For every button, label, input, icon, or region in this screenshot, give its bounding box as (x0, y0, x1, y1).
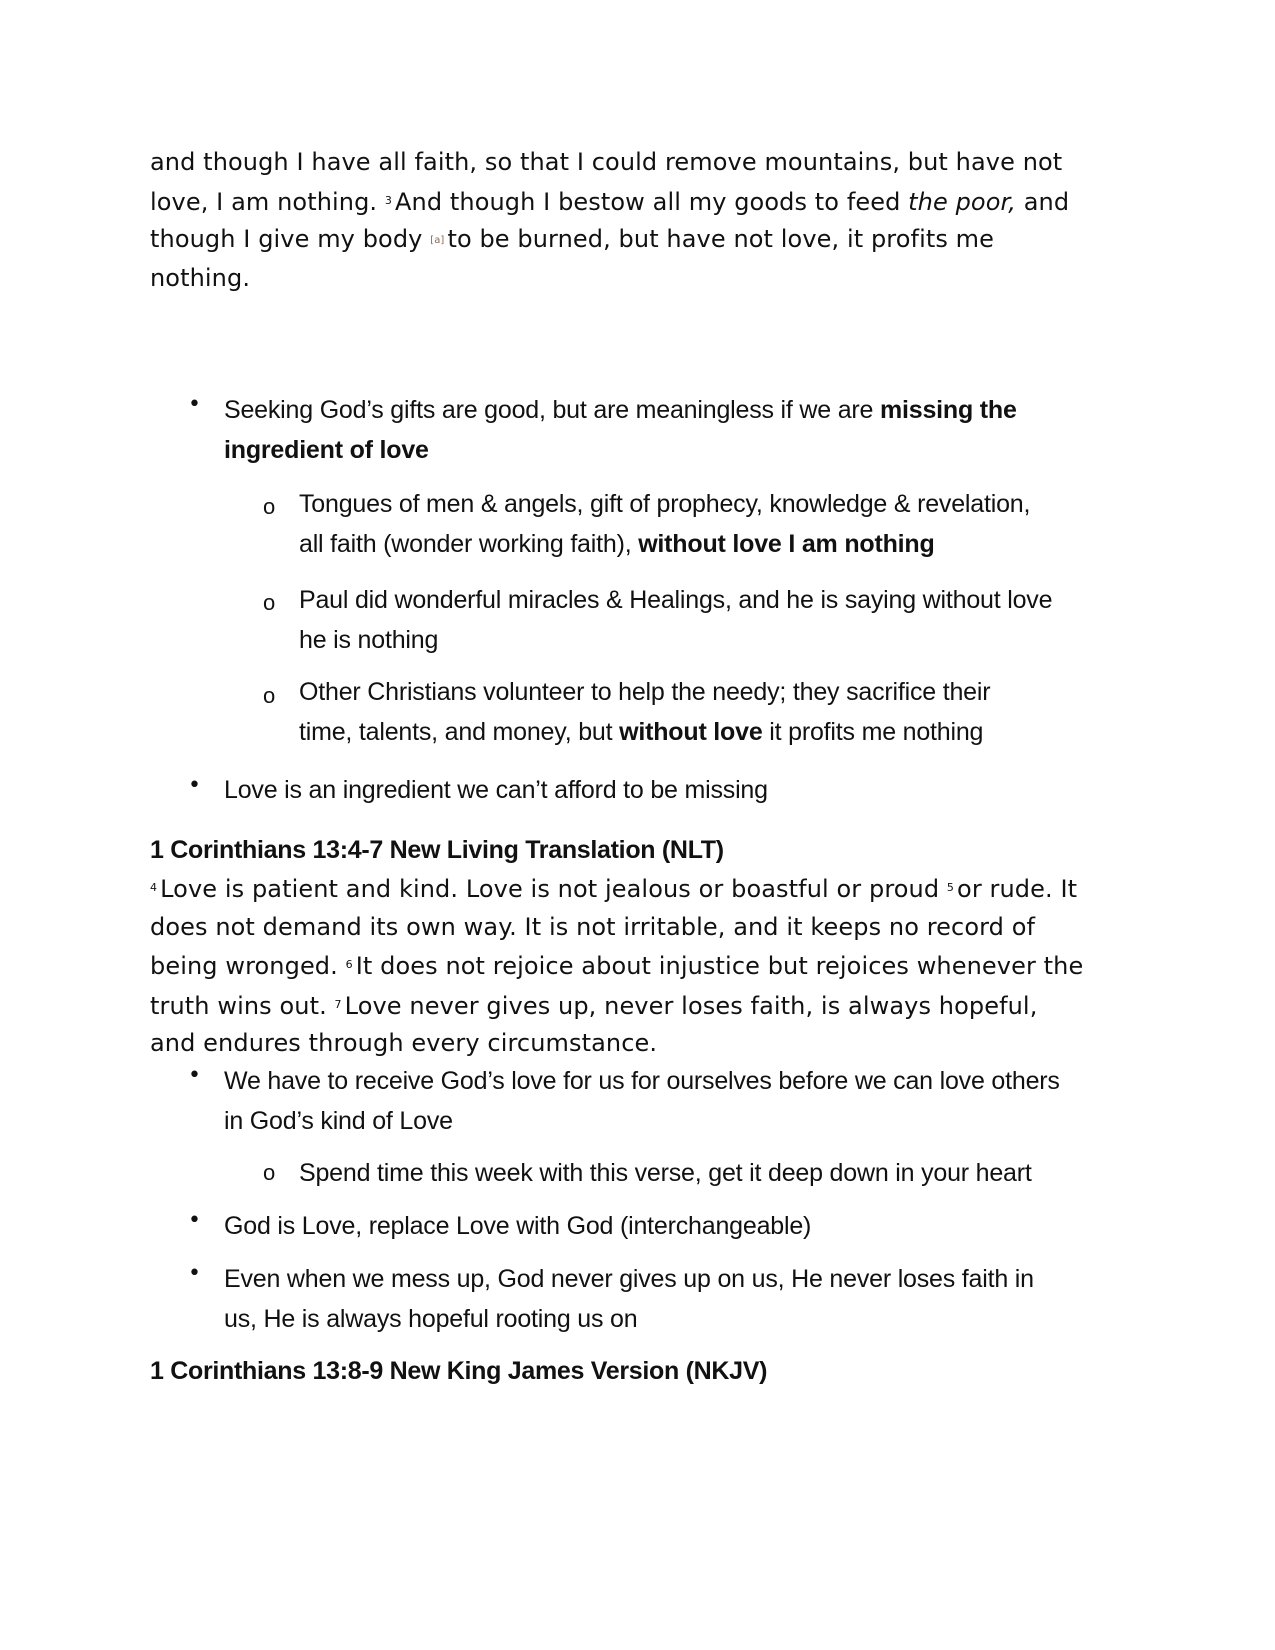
bullet-marker: • (188, 773, 201, 798)
sub-list-item: Spend time this week with this verse, get it deep down in your heart (299, 1159, 1032, 1187)
bullet-marker: • (188, 1208, 201, 1233)
verse-number: 3 (384, 193, 392, 207)
sub-bullet-marker: o (263, 590, 276, 615)
list-item: Seeking God’s gifts are good, but are meaningless if we are missing the ingredient of love (224, 396, 1017, 464)
verse-number: 4 (150, 881, 158, 894)
verse-number: 6 (345, 958, 353, 971)
passage-line: nothing. (150, 263, 251, 292)
sub-list-item: Paul did wonderful miracles & Healings, and he is saying without love he is nothing (299, 586, 1053, 654)
passage-line: truth wins out. $^7$ Love never gives up, never loses faith, is always hopeful, (150, 991, 1038, 1020)
passage-line: and endures through every circumstance. (150, 1029, 658, 1057)
list-item: Love is an ingredient we can’t afford to be missing (224, 776, 768, 804)
sub-bullet-marker: o (263, 1160, 276, 1185)
passage-line: $^4$ Love is patient and kind. Love is not jealous or boastful or proud $^5$ or rude. It (150, 875, 1078, 903)
passage-line: love, I am nothing. $^3$ And though I bestow all my goods to feed the poor, and (150, 187, 1070, 216)
passage-line: does not demand its own way. It is not irritable, and it keeps no record of (150, 912, 1036, 941)
section-heading: 1 Corinthians 13:4-7 New Living Translation (NLT) (150, 836, 724, 864)
section-heading: 1 Corinthians 13:8-9 New King James Version (NKJV) (150, 1357, 768, 1385)
verse-number: 7 (334, 997, 342, 1011)
footnote-link[interactable]: [a] (430, 235, 445, 246)
sub-bullet-marker: o (263, 494, 276, 519)
passage-line: though I give my body [a] to be burned, but have not love, it profits me (150, 225, 995, 253)
list-item: Even when we mess up, God never gives up on us, He never loses faith in us, He is always hopeful rooting us on (224, 1265, 1034, 1333)
passage-line: being wronged. $^6$ It does not rejoice about injustice but rejoices whenever the (150, 952, 1084, 980)
list-item: We have to receive God’s love for us for ourselves before we can love others in God’s kind of Love (224, 1067, 1060, 1135)
bullet-marker: • (188, 1261, 201, 1286)
sub-list-item: Other Christians volunteer to help the needy; they sacrifice their time, talents, and money, but without love it profits me nothing (299, 678, 991, 746)
bullet-marker: • (188, 392, 201, 417)
sub-list-item: Tongues of men & angels, gift of prophecy, knowledge & revelation, all faith (wonder working faith), without love I am nothing (299, 490, 1031, 558)
scripture-passage-nlt (150, 869, 1130, 1063)
list-item: God is Love, replace Love with God (interchangeable) (224, 1212, 812, 1240)
verse-number: 5 (946, 881, 955, 894)
sub-bullet-marker: o (263, 683, 276, 708)
scripture-passage-top (150, 144, 1130, 297)
bullet-marker: • (188, 1063, 201, 1088)
passage-line: and though I have all faith, so that I could remove mountains, but have not (150, 148, 1063, 176)
